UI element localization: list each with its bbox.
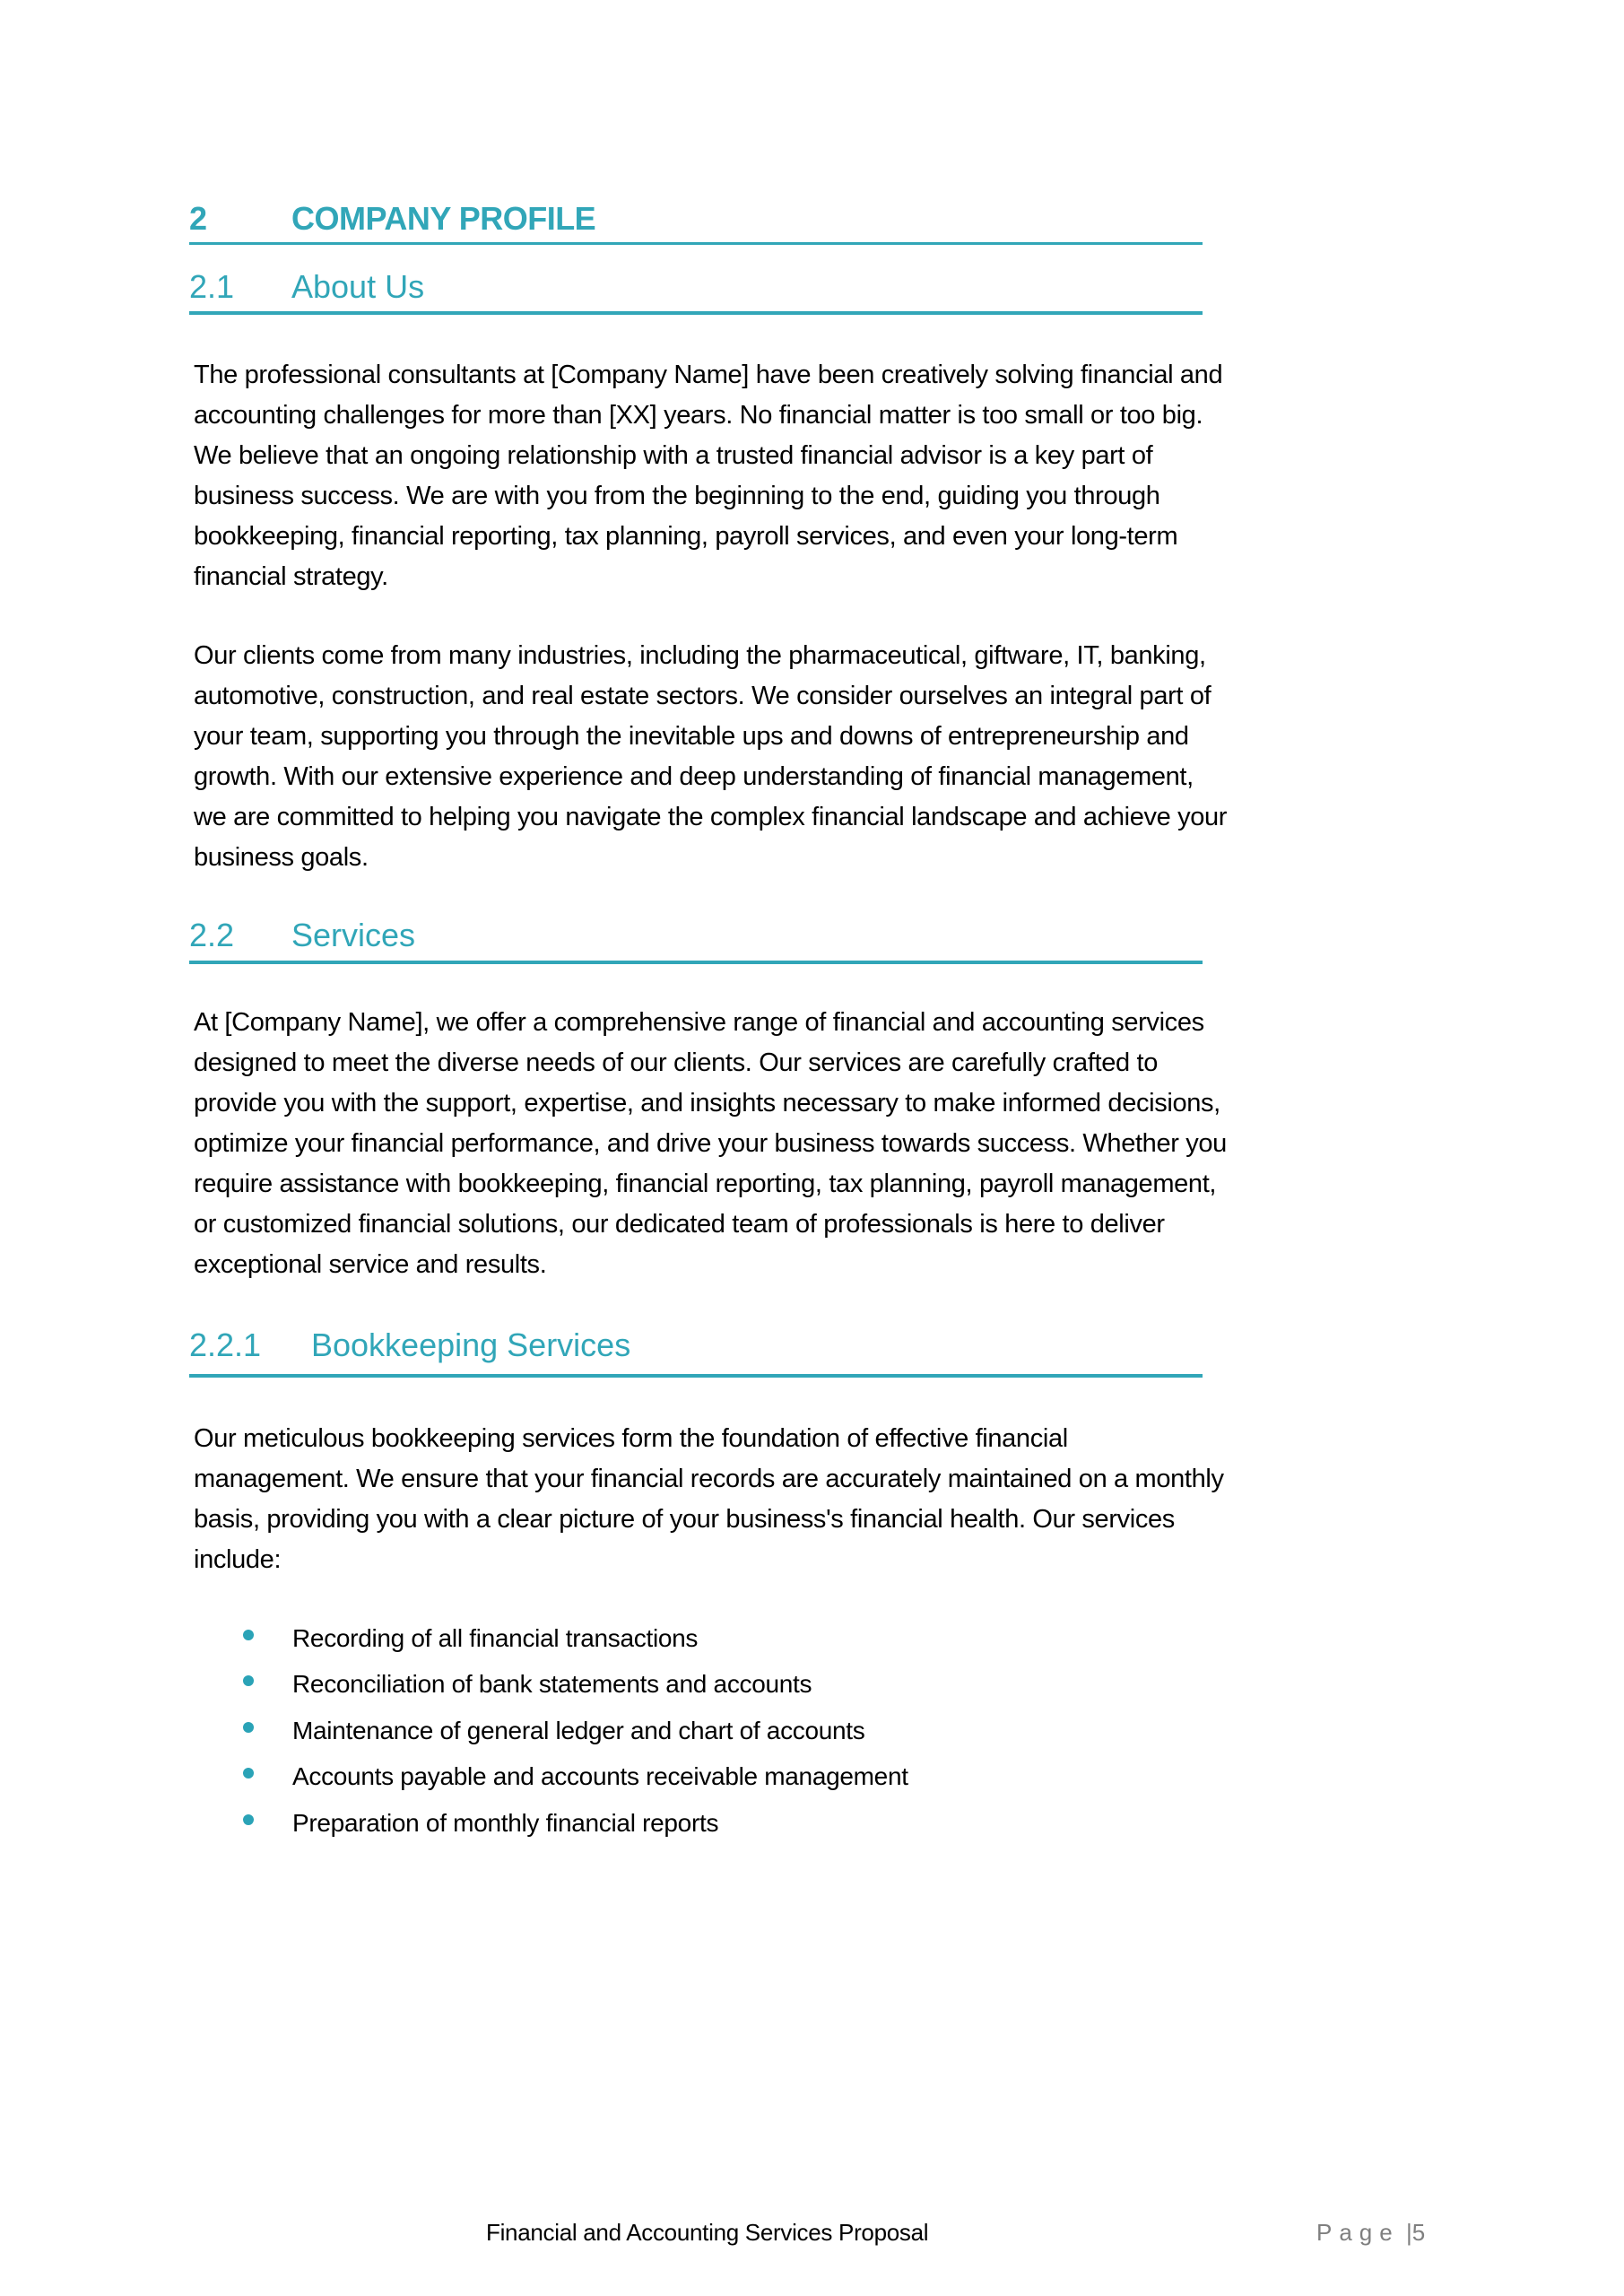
- heading-company-profile: COMPANY PROFILE: [291, 200, 596, 237]
- heading-2-1-number: 2.1: [189, 268, 235, 305]
- text-line: growth. With our extensive experience and deep understanding of financial management,: [194, 762, 1194, 791]
- text-line: Our meticulous bookkeeping services form the foundation of effective financial: [194, 1424, 1068, 1453]
- bullet-icon: [243, 1722, 254, 1733]
- text-line: optimize your financial performance, and drive your business towards success. Whether you: [194, 1129, 1227, 1158]
- text-line: business success. We are with you from the beginning to the end, guiding you through: [194, 482, 1160, 510]
- heading-bookkeeping-services: Bookkeeping Services: [311, 1326, 631, 1363]
- text-line: automotive, construction, and real estate sectors. We consider ourselves an integral part of: [194, 682, 1211, 710]
- bullet-icon: [243, 1630, 254, 1640]
- footer-document-title: Financial and Accounting Services Proposal: [486, 2219, 929, 2246]
- text-line: designed to meet the diverse needs of our clients. Our services are carefully crafted to: [194, 1048, 1158, 1077]
- list-item-text: Reconciliation of bank statements and accounts: [292, 1670, 812, 1698]
- text-line: provide you with the support, expertise, and insights necessary to make informed decisions,: [194, 1089, 1220, 1118]
- text-line: require assistance with bookkeeping, financial reporting, tax planning, payroll management,: [194, 1170, 1217, 1198]
- bullet-icon: [243, 1814, 254, 1825]
- heading-services: Services: [291, 917, 416, 953]
- heading-2-2-underline: [189, 961, 1203, 964]
- text-line: management. We ensure that your financial records are accurately maintained on a monthly: [194, 1465, 1224, 1493]
- text-line: We believe that an ongoing relationship with a trusted financial advisor is a key part of: [194, 441, 1153, 470]
- text-line: Our clients come from many industries, including the pharmaceutical, giftware, IT, banking,: [194, 641, 1206, 670]
- heading-2-2-1-number: 2.2.1: [189, 1326, 262, 1363]
- text-line: At [Company Name], we offer a comprehensive range of financial and accounting services: [194, 1008, 1204, 1037]
- bullet-icon: [243, 1768, 254, 1779]
- heading-2-underline: [189, 242, 1203, 245]
- list-item-text: Accounts payable and accounts receivable management: [292, 1762, 908, 1790]
- text-line: exceptional service and results.: [194, 1250, 547, 1279]
- heading-about-us: About Us: [291, 268, 425, 305]
- heading-2-number: 2: [189, 200, 207, 237]
- text-line: basis, providing you with a clear picture of your business's financial health. Our services: [194, 1505, 1175, 1534]
- text-line: include:: [194, 1545, 282, 1574]
- footer-page-number: [1316, 2221, 1425, 2244]
- text-line: financial strategy.: [194, 562, 388, 591]
- page-number: 5: [1411, 2219, 1426, 2246]
- page-label: Page: [1316, 2219, 1400, 2246]
- text-line: we are committed to helping you navigate the complex financial landscape and achieve your: [194, 803, 1228, 831]
- text-line: your team, supporting you through the inevitable ups and downs of entrepreneurship and: [194, 722, 1189, 751]
- heading-2-2-number: 2.2: [189, 917, 235, 953]
- text-line: business goals.: [194, 843, 369, 872]
- text-line: accounting challenges for more than [XX] years. No financial matter is too small or too big.: [194, 401, 1203, 430]
- page-separator: |: [1405, 2219, 1412, 2246]
- heading-2-1-underline: [189, 311, 1203, 315]
- list-item-text: Preparation of monthly financial reports: [292, 1809, 719, 1837]
- heading-2-2-1-underline: [189, 1374, 1203, 1378]
- list-item-text: Maintenance of general ledger and chart of accounts: [292, 1717, 865, 1744]
- text-line: The professional consultants at [Company Name] have been creatively solving financial and: [194, 361, 1223, 389]
- text-line: or customized financial solutions, our dedicated team of professionals is here to deliver: [194, 1210, 1165, 1239]
- text-line: bookkeeping, financial reporting, tax planning, payroll services, and even your long-term: [194, 522, 1178, 551]
- bullet-icon: [243, 1675, 254, 1686]
- list-item-text: Recording of all financial transactions: [292, 1624, 699, 1652]
